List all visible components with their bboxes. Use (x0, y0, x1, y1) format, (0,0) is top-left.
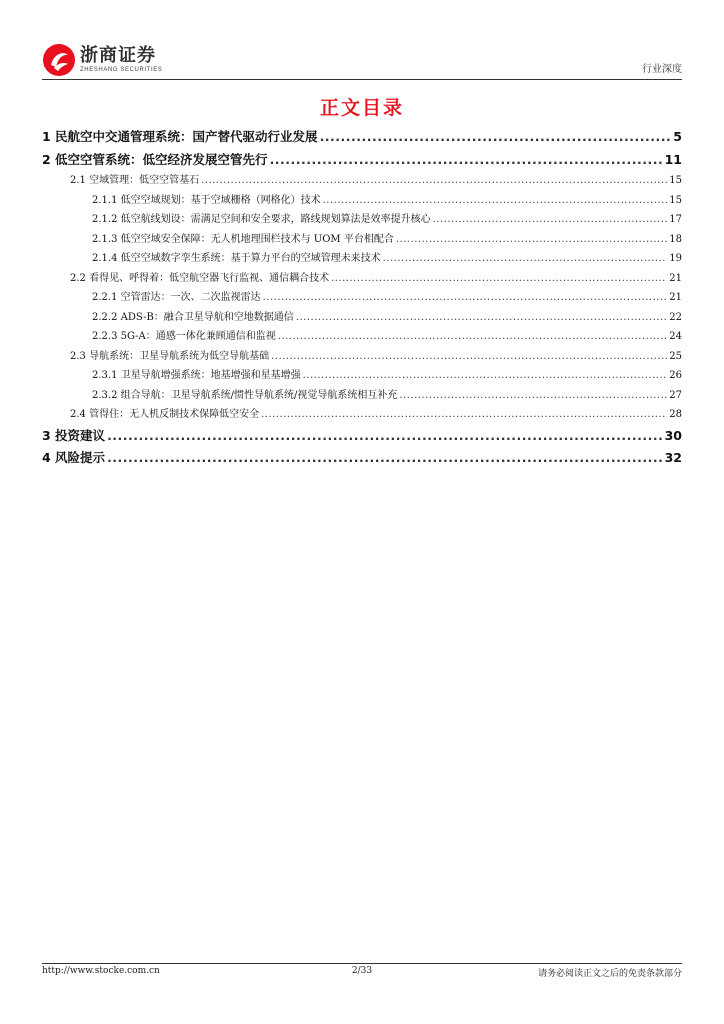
toc-entry-level3[interactable] (42, 230, 682, 250)
toc-leader-dots (107, 447, 663, 470)
footer-divider (42, 963, 682, 964)
toc-leader-dots (396, 230, 667, 250)
page-footer (42, 966, 682, 980)
toc-entry-label: 2.2.3 5G-A：通感一体化兼顾通信和监视 (92, 331, 276, 342)
toc-entry-page: 15 (669, 194, 682, 206)
toc-leader-dots (107, 425, 663, 448)
toc-leader-dots (278, 327, 668, 347)
toc-entry-page: 24 (669, 331, 682, 342)
toc-leader-dots (399, 386, 667, 406)
toc-entry-level3[interactable] (42, 288, 682, 308)
toc-entry-page: 15 (669, 175, 682, 186)
page-header (42, 40, 682, 80)
logo-icon (42, 43, 76, 77)
footer-url-link[interactable]: http://www.stocke.com.cn (42, 966, 160, 976)
toc-entry-level3[interactable] (42, 327, 682, 347)
toc-entry-page: 28 (669, 409, 682, 420)
toc-entry-label: 2.2 看得见、呼得着：低空航空器飞行监视、通信耦合技术 (70, 272, 330, 284)
toc-entry-page: 21 (669, 272, 682, 284)
toc-entry-label: 2.3.1 卫星导航增强系统：地基增强和星基增强 (92, 370, 301, 381)
company-logo (42, 40, 162, 80)
toc-leader-dots (201, 171, 667, 191)
toc-entry-label: 2.3 导航系统：卫星导航系统为低空导航基础 (70, 350, 270, 362)
toc-title: 正文目录 (319, 97, 404, 119)
toc-entry-level1[interactable] (42, 447, 682, 470)
toc-entry-label: 2.1.4 低空空域数字孪生系统：基于算力平台的空域管理未来技术 (92, 253, 381, 264)
toc-leader-dots (383, 249, 668, 269)
toc-entry-level1[interactable] (42, 126, 682, 149)
toc-entry-label: 2.1.2 低空航线划设：需满足空间和安全要求，路线规划算法是效率提升核心 (92, 214, 431, 225)
toc-entry-page: 22 (669, 311, 682, 323)
toc-entry-page: 25 (669, 350, 682, 362)
toc-entry-page: 30 (664, 427, 682, 443)
toc-entry-level2[interactable] (42, 171, 682, 191)
toc-entry-page: 5 (673, 129, 682, 144)
toc-leader-dots (331, 269, 667, 289)
toc-leader-dots (320, 126, 672, 149)
toc-leader-dots (270, 149, 663, 172)
toc-entry-label: 3 投资建议 (42, 427, 106, 443)
toc-leader-dots (303, 366, 668, 386)
logo-en-text: ZHESHANG SECURITIES (80, 67, 163, 73)
footer-page-number: 2/33 (351, 966, 373, 976)
toc-entry-page: 19 (669, 253, 682, 264)
toc-entry-label: 2.2.1 空管雷达：一次、二次监视雷达 (92, 292, 261, 303)
toc-entry-label: 2.2.2 ADS-B：融合卫星导航和空地数据通信 (92, 311, 294, 323)
toc-entry-level2[interactable] (42, 347, 682, 367)
toc-entry-label: 4 风险提示 (42, 450, 106, 465)
header-divider (42, 79, 682, 80)
toc-entry-level3[interactable] (42, 249, 682, 269)
toc-entry-page: 27 (669, 389, 682, 401)
toc-entry-level2[interactable] (42, 269, 682, 289)
toc-entry-label: 2 低空空管系统：低空经济发展空管先行 (42, 151, 268, 167)
toc-entry-page: 32 (664, 450, 682, 465)
toc-entry-level1[interactable] (42, 425, 682, 448)
toc-entry-label: 2.1 空域管理：低空空管基石 (70, 175, 200, 186)
toc-entry-level3[interactable] (42, 308, 682, 328)
header-section-label: 行业深度 (642, 64, 682, 75)
toc-entry-page: 26 (669, 370, 682, 381)
footer-disclaimer: 请务必阅读正文之后的免责条款部分 (537, 969, 682, 979)
toc-entry-page: 18 (669, 233, 682, 245)
toc-leader-dots (271, 347, 667, 367)
toc-leader-dots (261, 405, 667, 425)
toc-entry-level2[interactable] (42, 405, 682, 425)
toc-entry-level3[interactable] (42, 191, 682, 211)
toc-leader-dots (263, 288, 668, 308)
toc-entry-level3[interactable] (42, 386, 682, 406)
toc-entry-level1[interactable] (42, 149, 682, 172)
toc-entry-label: 2.1.1 低空空域规划：基于空域栅格（网格化）技术 (92, 194, 321, 206)
toc-entry-page: 21 (669, 292, 682, 303)
logo-cn-text: 浙商证券 (80, 45, 156, 66)
toc-leader-dots (323, 191, 668, 211)
toc-leader-dots (433, 210, 668, 230)
toc-entry-label: 2.1.3 低空空域安全保障：无人机地理围栏技术与 UOM 平台相配合 (92, 233, 394, 245)
toc-entry-label: 1 民航空中交通管理系统：国产替代驱动行业发展 (42, 129, 318, 144)
toc-leader-dots (296, 308, 667, 328)
toc-entry-level3[interactable] (42, 210, 682, 230)
toc-entry-label: 2.4 管得住：无人机反制技术保障低空安全 (70, 409, 260, 420)
toc-entry-level3[interactable] (42, 366, 682, 386)
toc-entry-page: 11 (664, 151, 682, 167)
toc-entry-page: 17 (669, 214, 682, 225)
toc-entry-label: 2.3.2 组合导航：卫星导航系统/惯性导航系统/视觉导航系统相互补充 (92, 389, 398, 401)
table-of-contents (42, 126, 682, 470)
